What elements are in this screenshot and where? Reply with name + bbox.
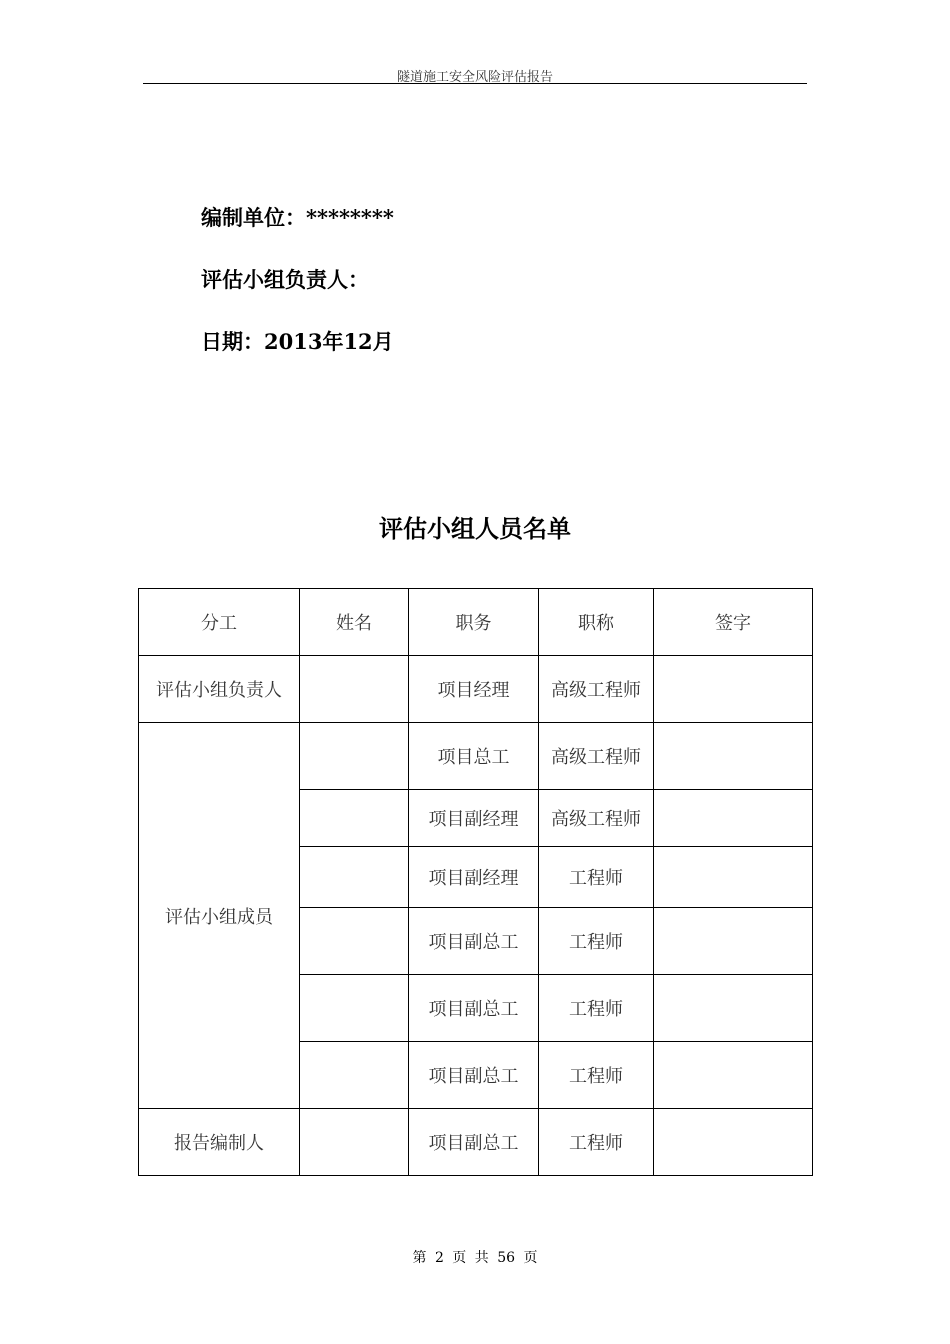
signature-cell [654, 723, 813, 790]
title-cell: 工程师 [539, 1109, 654, 1176]
signature-cell [654, 1109, 813, 1176]
name-cell [300, 656, 409, 723]
table-header-row [139, 589, 813, 656]
table-row [139, 723, 813, 790]
title-cell: 工程师 [539, 975, 654, 1042]
date-value: 2013年12月 [264, 329, 394, 354]
column-header-name: 姓名 [300, 589, 409, 656]
position-cell: 项目副总工 [409, 1109, 539, 1176]
position-cell: 项目经理 [409, 656, 539, 723]
date-line [201, 328, 394, 356]
team-leader-label: 评估小组负责人： [201, 267, 369, 292]
division-cell: 评估小组负责人 [139, 656, 300, 723]
compiling-unit-label: 编制单位： [201, 205, 306, 230]
column-header-title: 职称 [539, 589, 654, 656]
table-row [139, 656, 813, 723]
signature-cell [654, 1042, 813, 1109]
name-cell [300, 908, 409, 975]
signature-cell [654, 908, 813, 975]
position-cell: 项目副经理 [409, 847, 539, 908]
page-number-footer: 第 2 页 共 56 页 [412, 1250, 538, 1266]
name-cell [300, 1042, 409, 1109]
division-cell: 报告编制人 [139, 1109, 300, 1176]
position-cell: 项目副总工 [409, 908, 539, 975]
roster-title: 评估小组人员名单 [379, 514, 571, 543]
compiling-unit-value: ******** [306, 205, 394, 230]
column-header-signature: 签字 [654, 589, 813, 656]
name-cell [300, 723, 409, 790]
position-cell: 项目副总工 [409, 1042, 539, 1109]
signature-cell [654, 790, 813, 847]
title-cell: 工程师 [539, 847, 654, 908]
name-cell [300, 1109, 409, 1176]
compiling-unit-line [201, 204, 394, 232]
signature-cell [654, 975, 813, 1042]
title-cell: 工程师 [539, 1042, 654, 1109]
column-header-division: 分工 [139, 589, 300, 656]
page-header-title: 隧道施工安全风险评估报告 [396, 70, 553, 85]
signature-cell [654, 847, 813, 908]
signature-cell [654, 656, 813, 723]
name-cell [300, 975, 409, 1042]
title-cell: 高级工程师 [539, 723, 654, 790]
title-cell: 工程师 [539, 908, 654, 975]
table-row [139, 1109, 813, 1176]
name-cell [300, 790, 409, 847]
roster-table [138, 588, 813, 1176]
name-cell [300, 847, 409, 908]
position-cell: 项目副总工 [409, 975, 539, 1042]
team-leader-line [201, 266, 369, 294]
column-header-position: 职务 [409, 589, 539, 656]
position-cell: 项目总工 [409, 723, 539, 790]
header-rule [143, 83, 807, 84]
position-cell: 项目副经理 [409, 790, 539, 847]
title-cell: 高级工程师 [539, 790, 654, 847]
division-cell-merged: 评估小组成员 [139, 723, 300, 1109]
date-label: 日期： [201, 329, 264, 354]
title-cell: 高级工程师 [539, 656, 654, 723]
